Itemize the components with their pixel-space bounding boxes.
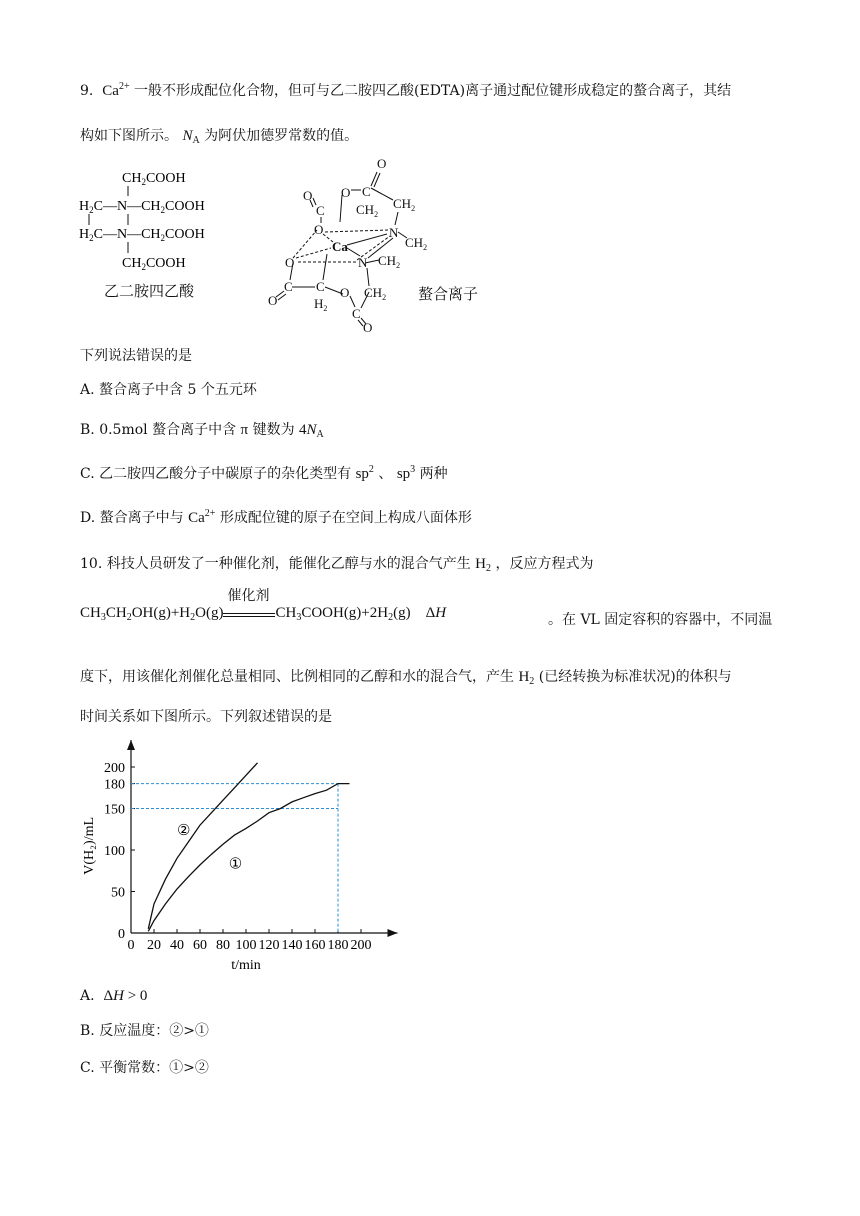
four-na: $4N_A$ bbox=[299, 422, 324, 440]
y-tick-label: 100 bbox=[104, 844, 125, 859]
series-label: ① bbox=[228, 856, 243, 873]
svg-text:O: O bbox=[341, 185, 351, 200]
h2-formula: $H_2$ bbox=[475, 556, 492, 574]
svg-text:C: C bbox=[316, 279, 325, 294]
sp3-label: $sp^3$ bbox=[396, 464, 416, 482]
q9-option-c[interactable]: C. 乙二胺四乙酸分子中碳原子的杂化类型有 $sp^2$ 、 $sp^3$ 两种 bbox=[80, 464, 448, 482]
q10-line3-b: (已经转换为标准状况)的体积与 bbox=[538, 669, 732, 685]
y-tick-label: 50 bbox=[111, 885, 125, 901]
catalyst-label: 催化剂 bbox=[227, 588, 270, 604]
q9-option-b[interactable] bbox=[80, 419, 324, 440]
q10-number: 10. bbox=[80, 556, 103, 572]
svg-text:O: O bbox=[268, 293, 278, 308]
reaction-equation: $CH_3CH_2OH(g)+H_2O(g)$ 催化剂 $CH_3COOH(g)+2H_2(g)$ ΔH bbox=[80, 605, 446, 623]
svg-text:N: N bbox=[358, 255, 368, 270]
x-tick-label: 60 bbox=[193, 938, 207, 953]
q9-option-b-mid: 键数为 bbox=[252, 422, 295, 438]
x-tick-label: 40 bbox=[170, 938, 184, 953]
h2-formula-2: $H_2$ bbox=[518, 669, 535, 687]
series-line bbox=[148, 763, 257, 929]
y-tick-label: 200 bbox=[104, 761, 125, 776]
y-tick-label: 0 bbox=[118, 927, 125, 942]
svg-text:CH2: $CH_2$ bbox=[356, 202, 379, 219]
svg-text:CH2: $CH_2$ bbox=[405, 235, 428, 252]
ca-ion: $Ca^{2+}$ bbox=[102, 81, 130, 99]
x-tick-label: 200 bbox=[350, 938, 372, 953]
series-line bbox=[148, 784, 349, 932]
chelate-caption: 螯合离子 bbox=[418, 285, 479, 303]
x-tick-label: 120 bbox=[258, 938, 280, 953]
x-tick-label: 140 bbox=[281, 938, 303, 953]
y-axis-arrow bbox=[127, 740, 135, 750]
q9-option-b-pre: B. 0.5mol 螯合离子中含 bbox=[80, 422, 237, 438]
q9-line-1 bbox=[80, 80, 731, 100]
svg-text:N: N bbox=[389, 225, 399, 240]
svg-text:H2C—N—CH2COOH: $H_2C—N—CH_2COOH$ bbox=[79, 227, 205, 243]
svg-text:O: O bbox=[314, 222, 324, 237]
svg-text:CH2: $CH_2$ bbox=[378, 253, 401, 270]
x-axis-label: t/min bbox=[231, 958, 261, 973]
svg-text:H2: $H_2$ bbox=[314, 296, 328, 313]
svg-text:C: C bbox=[352, 306, 361, 321]
x-tick-label: 180 bbox=[327, 938, 349, 953]
series-label: ② bbox=[177, 823, 191, 840]
chelate-structure bbox=[265, 150, 455, 340]
sp2-label: $sp^2$ bbox=[355, 464, 374, 482]
q10-line-4: 时间关系如下图所示。下列叙述错误的是 bbox=[80, 709, 332, 725]
x-tick-label: 0 bbox=[127, 938, 135, 953]
edta-structure bbox=[75, 160, 255, 300]
svg-text:O: O bbox=[377, 156, 387, 171]
q10-intro-b: ，反应方程式为 bbox=[495, 556, 594, 572]
h2-volume-chart bbox=[75, 735, 415, 975]
svg-text:C: C bbox=[362, 184, 371, 199]
x-tick-label: 160 bbox=[304, 938, 326, 953]
q9-line-2 bbox=[80, 125, 358, 146]
x-axis-arrow bbox=[388, 929, 398, 937]
q9-intro-a: 一般不形成配位化合物，但可与乙二胺四乙酸(EDTA)离子通过配位键形成稳定的螯合离子，其结 bbox=[134, 83, 732, 99]
y-axis-label: V(H₂)/mL bbox=[82, 816, 97, 875]
q9-intro-b: 构如下图所示。 bbox=[80, 128, 178, 144]
svg-text:C: C bbox=[316, 203, 325, 218]
q9-option-c-pre: C. 乙二胺四乙酸分子中碳原子的杂化类型有 bbox=[80, 466, 352, 482]
pi-symbol: π bbox=[240, 422, 249, 438]
svg-text:Ca: Ca bbox=[332, 239, 348, 254]
svg-text:CH2: $CH_2$ bbox=[393, 196, 416, 213]
y-tick-label: 150 bbox=[104, 802, 125, 818]
svg-text:CH2: $CH_2$ bbox=[364, 285, 387, 302]
q10-option-c[interactable]: C. 平衡常数：①>② bbox=[80, 1060, 209, 1076]
svg-text:O: O bbox=[303, 188, 313, 203]
q10-option-a[interactable]: A. ΔH > 0 bbox=[80, 988, 148, 1004]
q10-intro-a: 科技人员研发了一种催化剂，能催化乙醇与水的混合气产生 bbox=[106, 556, 471, 572]
svg-text:O: O bbox=[340, 285, 350, 300]
x-tick-label: 100 bbox=[235, 938, 257, 953]
q10-line-3 bbox=[80, 666, 732, 687]
svg-text:CH2COOH: $CH_2COOH$ bbox=[122, 171, 186, 187]
svg-text:CH2COOH: $CH_2COOH$ bbox=[122, 256, 186, 272]
avogadro-symbol: $N_A$ bbox=[182, 128, 200, 146]
q9-option-a[interactable]: A. 螯合离子中含 5 个五元环 bbox=[80, 382, 257, 398]
q9-intro-c: 为阿伏加德罗常数的值。 bbox=[204, 128, 359, 144]
q10-line3-a: 度下，用该催化剂催化总量相同、比例相同的乙醇和水的混合气，产生 bbox=[80, 669, 514, 685]
svg-text:C: C bbox=[284, 279, 293, 294]
q9-number: 9. bbox=[80, 83, 94, 99]
q9-option-d-post: 形成配位键的原子在空间上构成八面体形 bbox=[219, 510, 472, 526]
ca-ion-d: $Ca^{2+}$ bbox=[188, 508, 216, 526]
q10-option-b[interactable]: B. 反应温度：②>① bbox=[80, 1023, 209, 1039]
q9-prompt: 下列说法错误的是 bbox=[80, 348, 192, 364]
edta-caption: 乙二胺四乙酸 bbox=[104, 282, 195, 300]
svg-text:H2C—N—CH2COOH: $H_2C—N—CH_2COOH$ bbox=[79, 199, 205, 215]
q9-option-c-post: 两种 bbox=[419, 466, 448, 482]
q9-option-d[interactable] bbox=[80, 507, 472, 527]
x-tick-label: 80 bbox=[216, 938, 230, 953]
svg-text:O: O bbox=[285, 255, 295, 270]
q10-line-1 bbox=[80, 553, 593, 574]
svg-text:O: O bbox=[363, 320, 373, 335]
y-tick-label: 180 bbox=[104, 777, 125, 793]
x-tick-label: 20 bbox=[147, 938, 161, 953]
q9-option-d-pre: D. 螯合离子中与 bbox=[80, 510, 184, 526]
q10-after-equation: 。在 VL 固定容积的容器中，不同温 bbox=[548, 612, 773, 628]
